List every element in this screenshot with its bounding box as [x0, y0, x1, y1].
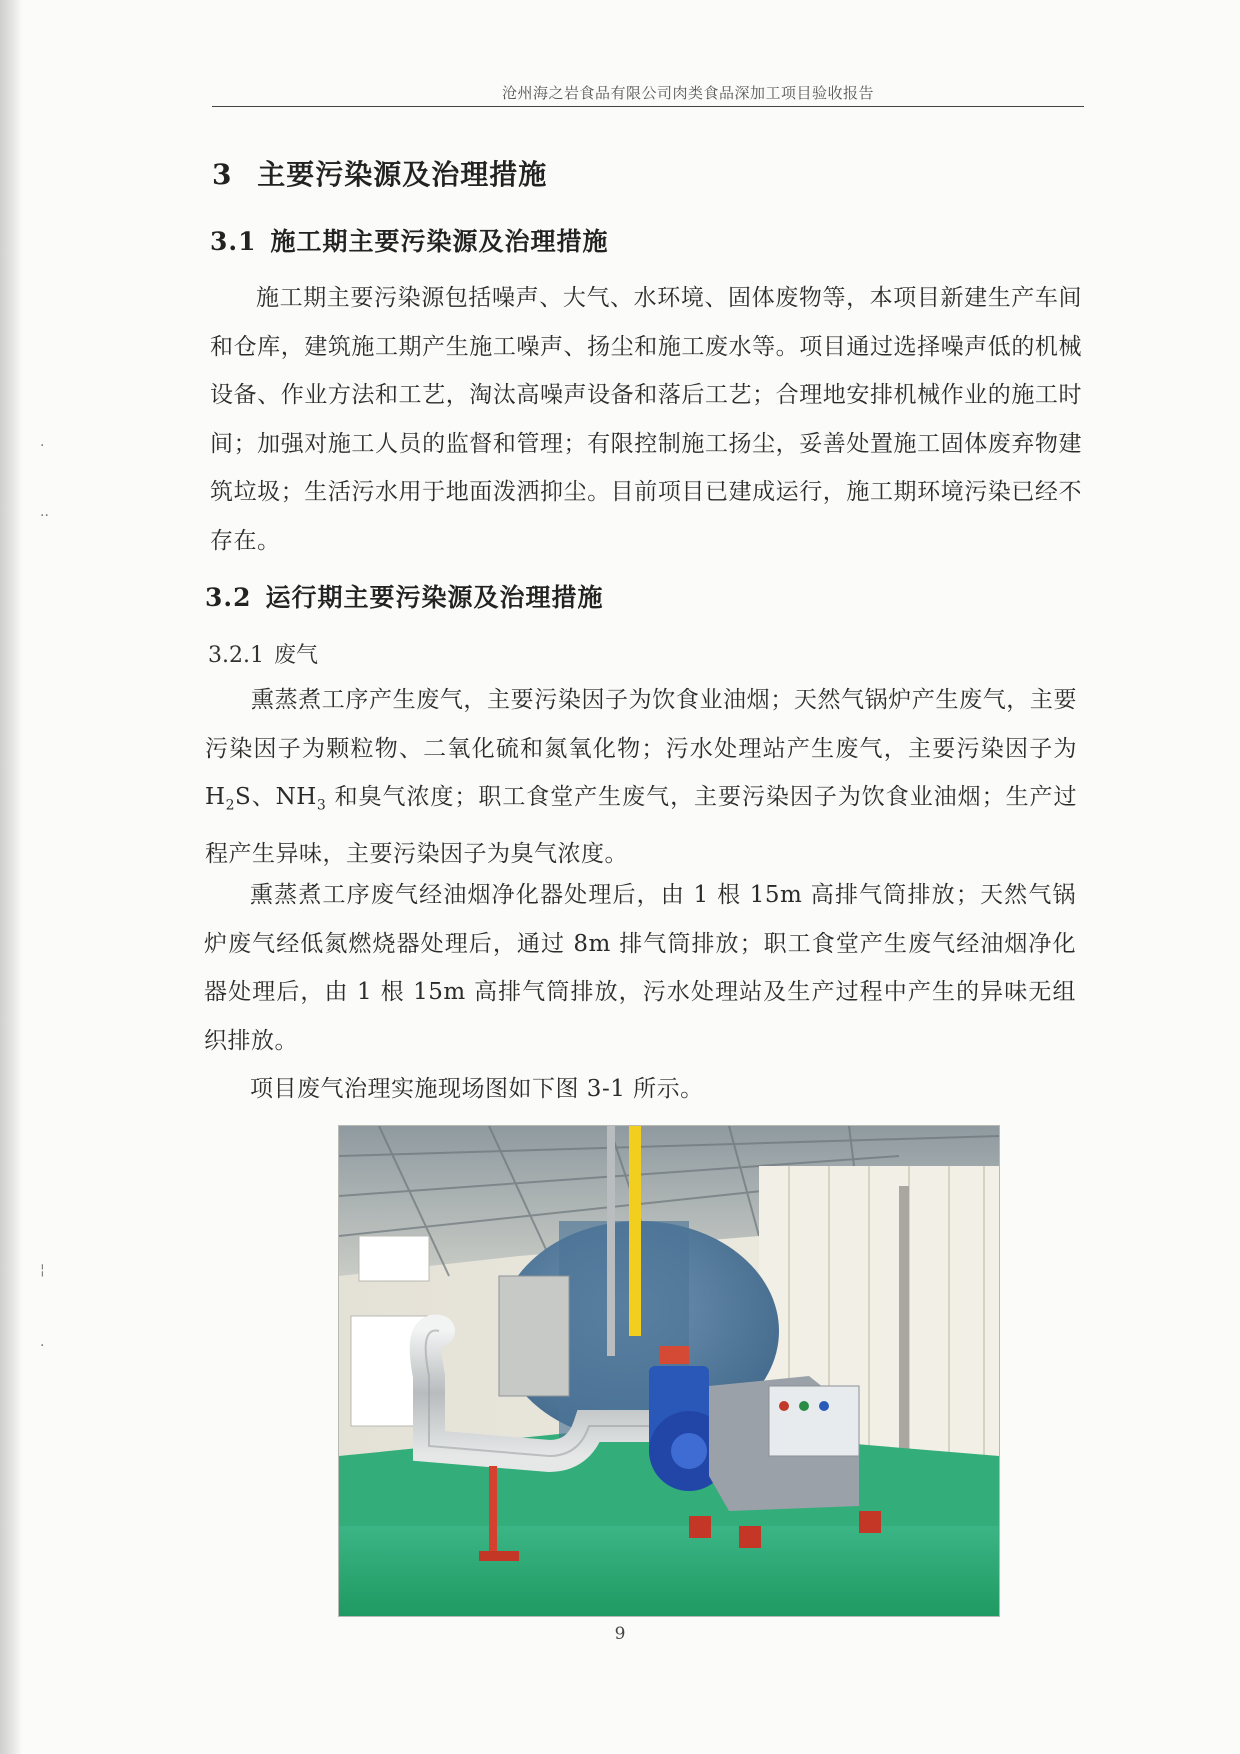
formula-subscript: 2 — [225, 797, 235, 814]
subsection-title: 施工期主要污染源及治理措施 — [270, 227, 609, 256]
scan-speck: · — [40, 438, 45, 454]
scan-speck: · — [40, 1338, 45, 1354]
subsection-number: 3.2 — [205, 583, 252, 612]
scan-speck: ¦ — [40, 1262, 45, 1278]
section-heading — [212, 153, 547, 193]
subsection-heading-3-2 — [205, 578, 604, 614]
header-rule — [212, 106, 1084, 107]
subsection-number: 3.1 — [210, 227, 257, 256]
paragraph-figure-reference: 项目废气治理实施现场图如下图 3-1 所示。 — [250, 1076, 704, 1102]
subsubsection-heading-3-2-1 — [208, 638, 318, 669]
formula-subscript: 3 — [316, 797, 327, 814]
boiler-room-illustration — [339, 1126, 999, 1616]
subsubsection-title: 废气 — [273, 643, 318, 668]
paragraph-exhaust-treatment: 熏蒸煮工序废气经油烟净化器处理后，由 1 根 15m 高排气筒排放；天然气锅炉废气经低氮燃烧器处理后，通过 8m 排气筒排放；职工食堂产生废气经油烟净化器处理后，由 1 根 15m 高排气筒排放，污水处理站及生产过程中产生的异味无组织排放。 — [204, 882, 1076, 1054]
page-number: 9 — [614, 1624, 626, 1644]
section-number: 3 — [212, 158, 233, 191]
boiler-room-photo — [339, 1126, 999, 1616]
section-title: 主要污染源及治理措施 — [257, 158, 548, 191]
scan-edge-shadow — [0, 0, 22, 1754]
subsection-heading-3-1 — [210, 222, 609, 258]
paragraph-text: 和臭气浓度；职工食堂产生废气，主要污染因子为饮食业油烟；生产过程产生异味，主要污染因子为臭气浓度。 — [205, 784, 1077, 868]
paragraph-construction-period: 施工期主要污染源包括噪声、大气、水环境、固体废物等，本项目新建生产车间和仓库，建筑施工期产生施工噪声、扬尘和施工废水等。项目通过选择噪声低的机械设备、作业方法和工艺，淘汰高噪声设备和落后工艺；合理地安排机械作业的施工时间；加强对施工人员的监督和管理；有限控制施工扬尘，妥善处置施工固体废弃物建筑垃圾；生活污水用于地面泼洒抑尘。目前项目已建成运行，施工期环境污染已经不存在。 — [210, 285, 1082, 554]
scan-speck: ·· — [40, 508, 49, 524]
paragraph-exhaust-sources — [205, 676, 1077, 879]
running-header: 沧州海之岩食品有限公司肉类食品深加工项目验收报告 — [501, 84, 874, 102]
formula-text: S、NH — [234, 784, 317, 811]
paragraph-text: 熏蒸煮工序产生废气，主要污染因子为饮食业油烟；天然气锅炉产生废气，主要污染因子为颗粒物、二氧化硫和氮氧化物；污水处理站产生废气，主要污染因子为 — [205, 687, 1077, 762]
subsection-title: 运行期主要污染源及治理措施 — [265, 583, 604, 612]
formula-text: H — [205, 784, 226, 811]
subsubsection-number: 3.2.1 — [208, 643, 264, 668]
